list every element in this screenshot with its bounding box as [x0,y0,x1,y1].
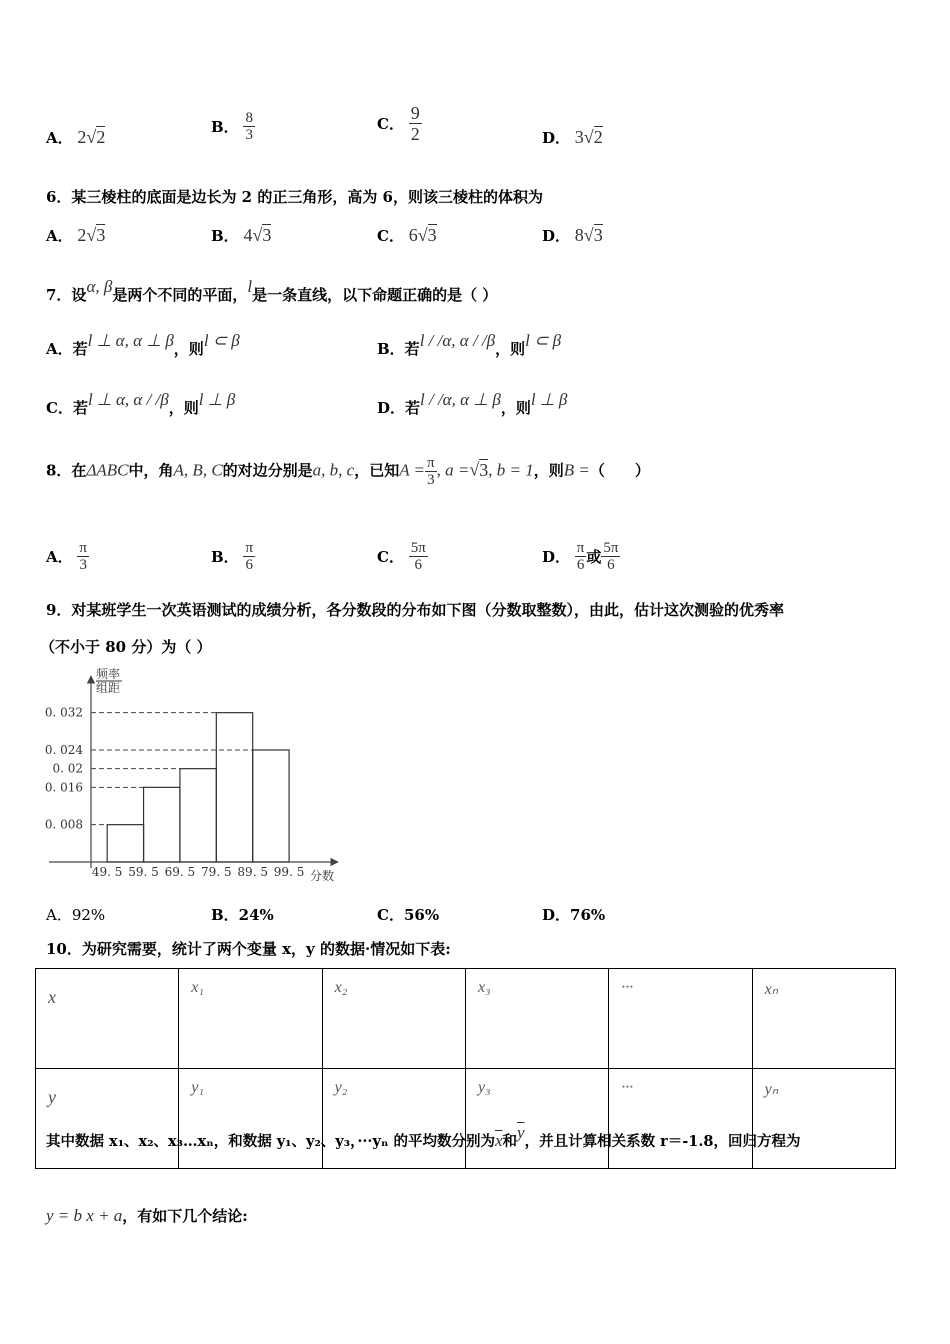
y-tick-label: 0. 024 [44,743,83,757]
table-cell: y₃ [465,1069,608,1169]
table-cell: y₂ [322,1069,465,1169]
q9-option-b: B．24% [211,906,274,924]
table-cell: x₂ [322,969,465,1069]
q7-option-b: B．若l / /α, α / /β，则l ⊂ β [377,331,562,358]
x-tick-label: 69. 5 [164,865,196,879]
q6-option-c: C． 6√3 [377,225,437,245]
y-tick-label: 0. 016 [44,780,83,795]
q9-option-d: D．76% [542,906,606,924]
q6-option-a: A． 2√3 [46,225,106,245]
q7-option-d: D．若l / /α, α ⊥ β，则l ⊥ β [377,390,568,417]
histogram-bar [180,769,216,862]
q5-d-value: 3√2 [574,127,603,147]
y-tick-label: 0. 02 [52,761,83,776]
regression-equation: y = b x + a [46,1206,123,1225]
q9-option-a: A．92% [46,906,106,924]
x-tick-label: 89. 5 [237,865,268,879]
q8-option-b: B． $\frac{\pi}{6}$ [211,540,254,573]
y-axis-label-top: 频率 [96,667,121,681]
table-cell: y₁ [179,1069,322,1169]
q8-pi-over-3: $\frac{\pi}{3}$ [427,455,435,488]
y-tick-label: 0. 032 [44,705,83,720]
q5-a-value: 2√2 [77,127,106,147]
q8-option-c: C． $\frac{5\pi}{6}$ [377,540,426,573]
q6-option-b: B． 4√3 [211,225,272,245]
table-cell: xₙ [752,969,895,1069]
q7-option-a: A．若l ⊥ α, α ⊥ β，则l ⊂ β [46,331,240,358]
table-cell: x₃ [465,969,608,1069]
q7-option-c: C．若l ⊥ α, α / /β，则l ⊥ β [46,390,236,417]
q6-stem: 6．某三棱柱的底面是边长为 2 的正三角形，高为 6，则该三棱柱的体积为 [46,188,543,206]
x-tick-label: 99. 5 [273,865,305,879]
table-row-y [36,1069,896,1169]
q5-option-b: B． $\frac{8}{3}$ [211,110,253,143]
table-cell: x [36,969,179,1069]
table-row-x [36,969,896,1069]
q6-option-d: D． 8√3 [542,225,603,245]
q5-option-a: A． 2√2 [46,127,106,147]
q5-c-fraction: $\frac{9}{2}$ [410,103,420,144]
histogram-bar [253,750,289,862]
q10-means-line: 其中数据 x₁、x₂、x₃…xₙ，和数据 y₁、y₂、y₃，···yₙ 的平均数分别为$\overline{x}$和$\overline{y}$，并且计算相关系数 r＝-1.8，回归方程为 [46,1123,801,1150]
q10-stem: 10．为研究需要，统计了两个变量 x，y 的数据·情况如下表: [46,940,451,958]
q5-option-d: D． 3√2 [542,127,603,147]
histogram-bar [144,787,180,862]
q10-regression-line: y = b x + a，有如下几个结论: [46,1206,248,1225]
q9-option-c: C．56% [377,906,440,924]
q9-stem-line1: 9．对某班学生一次英语测试的成绩分析，各分数段的分布如下图（分数取整数），由此，估计这次测验的优秀率 [46,601,784,619]
table-cell: y [36,1069,179,1169]
x-tick-label: 49. 5 [91,865,123,879]
histogram-bar [216,713,252,862]
y-tick-label: 0. 008 [44,817,83,832]
histogram [40,664,350,886]
table-cell: ··· [609,1069,752,1169]
x-axis-label: 分数 [310,869,335,883]
q5-option-c: C． $\frac{9}{2}$ [377,103,420,144]
x-tick-label: 79. 5 [201,865,232,879]
q5-b-fraction: $\frac{8}{3}$ [245,110,253,143]
q8-option-a: A． $\frac{\pi}{3}$ [46,540,87,573]
table-cell: yₙ [752,1069,895,1169]
q8-option-d: D． $\frac{\pi}{6}$ 或 $\frac{5\pi}{6}$ [542,540,619,573]
y-axis-label-bottom: 组距 [96,681,121,695]
x-tick-label: 59. 5 [128,865,159,879]
histogram-bar [107,825,143,862]
q9-stem-line2: （不小于 80 分）为（ ） [40,638,212,656]
table-cell: x₁ [179,969,322,1069]
q8-stem: 8．在ΔABC中，角A, B, C的对边分别是a, b, c，已知A = $\frac{\pi}{3}$ , a =√3, b = 1，则B =（ ） [46,455,650,488]
table-cell: ··· [609,969,752,1069]
q7-stem: 7．设α, β是两个不同的平面，l是一条直线，以下命题正确的是（ ） [46,277,498,304]
